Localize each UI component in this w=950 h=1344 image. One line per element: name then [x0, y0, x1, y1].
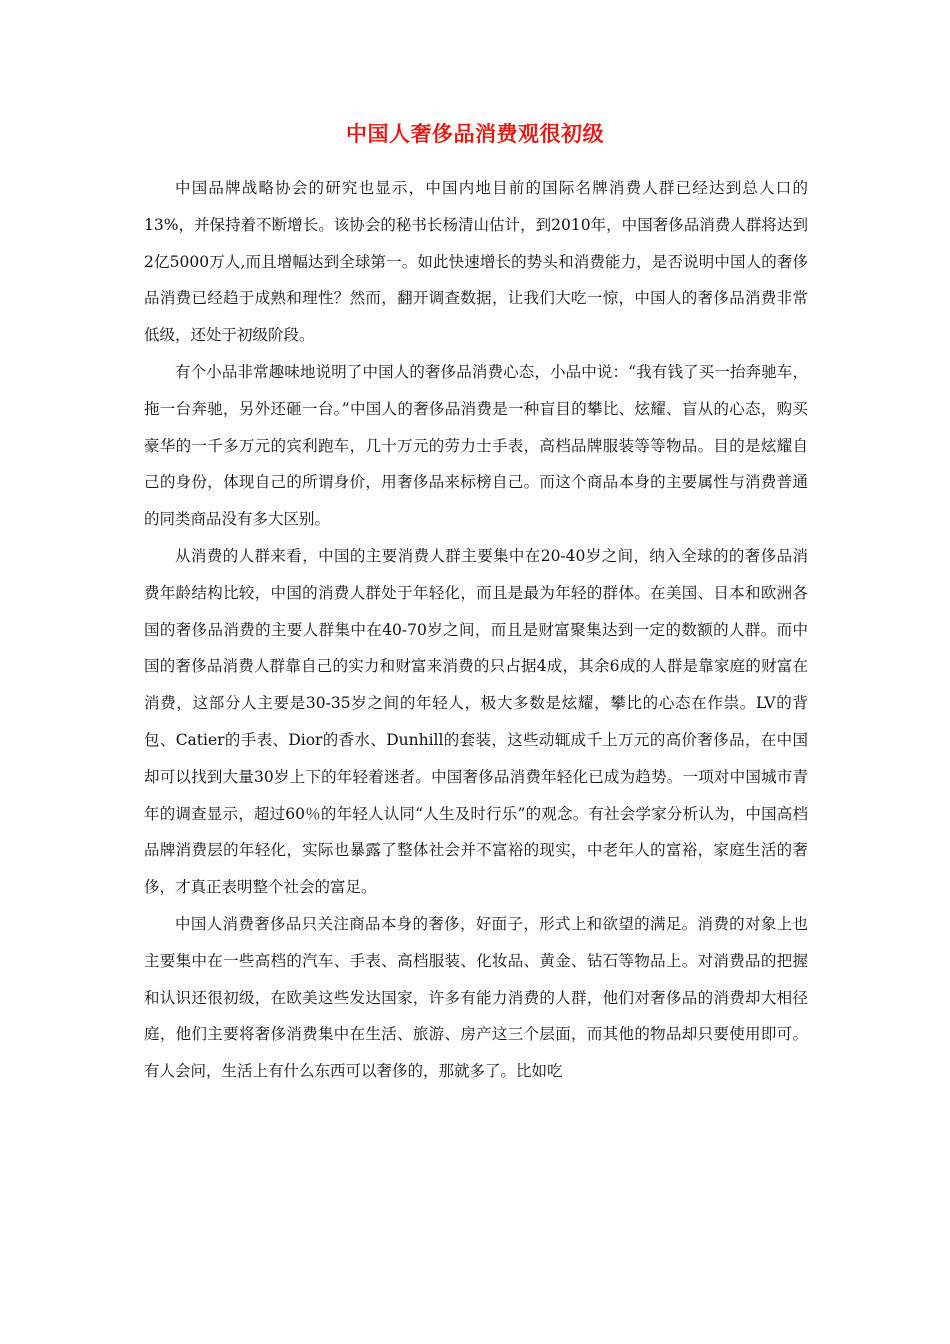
paragraph-2: 有个小品非常趣味地说明了中国人的奢侈品消费心态，小品中说：“我有钱了买一抬奔驰车，拖一台奔驰，另外还砸一台。”中国人的奢侈品消费是一种盲目的攀比、炫耀、盲从的心态，购买豪华的一千多万元的宾利跑车，几十万元的劳力士手表，高档品牌服装等等物品。目的是炫耀自己的身份，体现自己的所谓身价，用奢侈品来标榜自己。而这个商品本身的主要属性与消费普通的同类商品没有多大区别。 [144, 362, 808, 529]
article-body [144, 170, 808, 1090]
article-title: 中国人奢侈品消费观很初级 [346, 121, 604, 146]
paragraph-3: 从消费的人群来看，中国的主要消费人群主要集中在20-40岁之间，纳入全球的的奢侈品消费年龄结构比较，中国的消费人群处于年轻化，而且是最为年轻的群体。在美国、日本和欧洲各国的奢侈品消费的主要人群集中在40-70岁之间，而且是财富聚集达到一定的数额的人群。而中国的奢侈品消费人群靠自己的实力和财富来消费的只占据4成，其余6成的人群是靠家庭的财富在消费，这部分人主要是30-35岁之间的年轻人，极大多数是炫耀，攀比的心态在作祟。LV的背包、Catier的手表、Dior的香水、Dunhill的套装，这些动辄成千上万元的高价奢侈品，在中国却可以找到大量30岁上下的年轻着迷者。中国奢侈品消费年轻化已成为趋势。一项对中国城市青年的调查显示，超过60％的年轻人认同“人生及时行乐”的观念。有社会学家分析认为，中国高档品牌消费层的年轻化，实际也暴露了整体社会并不富裕的现实，中老年人的富裕，家庭生活的奢侈，才真正表明整个社会的富足。 [144, 546, 808, 897]
paragraph-4: 中国人消费奢侈品只关注商品本身的奢侈，好面子，形式上和欲望的满足。消费的对象上也主要集中在一些高档的汽车、手表、高档服装、化妆品、黄金、钻石等物品上。对消费品的把握和认识还很初级，在欧美这些发达国家，许多有能力消费的人群，他们对奢侈品的消费却大相径庭，他们主要将奢侈消费集中在生活、旅游、房产这三个层面，而其他的物品却只要使用即可。有人会问，生活上有什么东西可以奢侈的，那就多了。比如吃 [144, 914, 808, 1081]
paragraph-1: 中国品牌战略协会的研究也显示，中国内地目前的国际名牌消费人群已经达到总人口的13%，并保持着不断增长。该协会的秘书长杨清山估计，到2010年，中国奢侈品消费人群将达到2亿5000万人,而且增幅达到全球第一。如此快速增长的势头和消费能力，是否说明中国人的奢侈品消费已经趋于成熟和理性？然而，翻开调查数据，让我们大吃一惊，中国人的奢侈品消费非常低级，还处于初级阶段。 [144, 179, 808, 345]
